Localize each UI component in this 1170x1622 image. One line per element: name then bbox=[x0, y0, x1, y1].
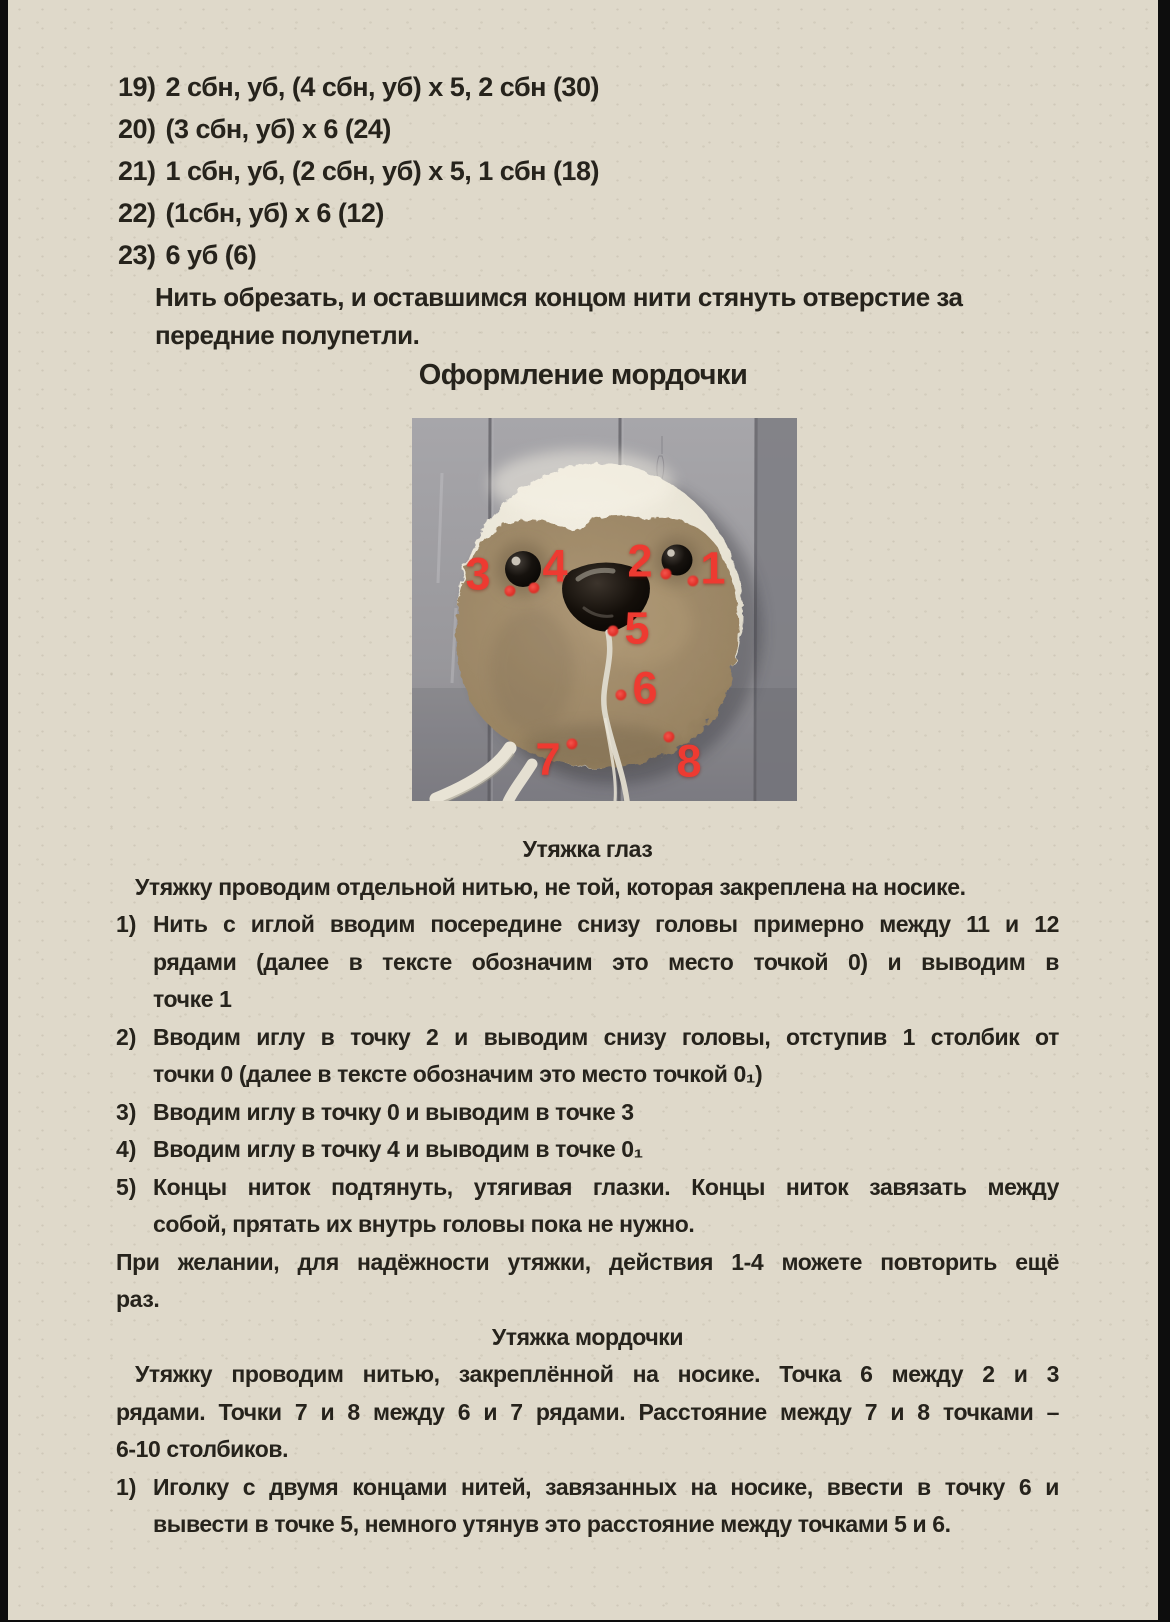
row-20 bbox=[8, 108, 1158, 150]
step-line: Вводим иглу в точку 0 и выводим в точке 3 bbox=[153, 1098, 634, 1125]
finish-paragraph bbox=[8, 278, 1158, 354]
left-eye-highlight bbox=[512, 557, 521, 566]
step-line: собой, прятать их внутрь головы пока не нужно. bbox=[153, 1211, 695, 1237]
point-label-2: 2 bbox=[627, 535, 653, 587]
step-number: 1) bbox=[116, 1473, 137, 1500]
eyes-step-3 bbox=[116, 1094, 1059, 1132]
point-label-5: 5 bbox=[624, 602, 650, 654]
step-line: точки 0 (далее в тексте обозначим это место точкой 0₁) bbox=[153, 1061, 763, 1087]
muzzle-step-1 bbox=[116, 1469, 1059, 1544]
row-number: 22) bbox=[118, 198, 156, 228]
forehead-highlight bbox=[490, 450, 674, 518]
stitch-dot bbox=[664, 732, 675, 743]
point-label-3: 3 bbox=[465, 548, 491, 600]
eyes-note-line: раз. bbox=[116, 1286, 160, 1312]
document-page bbox=[8, 0, 1158, 1620]
paragraph-line: передние полупетли. bbox=[155, 320, 420, 350]
stitch-dot bbox=[608, 626, 619, 637]
point-label-1: 1 bbox=[700, 542, 726, 594]
stitch-dot bbox=[688, 576, 699, 587]
stitch-dot bbox=[567, 739, 578, 750]
step-line: Вводим иглу в точку 2 и выводим снизу головы, отступив 1 столбик от bbox=[153, 1023, 1059, 1050]
row-number: 21) bbox=[118, 156, 156, 186]
eyes-step-2 bbox=[116, 1019, 1059, 1094]
page-title: Оформление мордочки bbox=[418, 359, 748, 391]
point-label-7: 7 bbox=[535, 733, 561, 785]
muzzle-shading bbox=[490, 608, 574, 732]
eyes-step-5 bbox=[116, 1169, 1059, 1244]
row-number: 23) bbox=[118, 240, 156, 270]
row-22 bbox=[8, 192, 1158, 234]
step-number: 1) bbox=[116, 911, 137, 937]
step-number: 3) bbox=[116, 1098, 137, 1125]
eyes-intro: Утяжку проводим отдельной нитью, не той, которая закреплена на носике. bbox=[135, 873, 966, 900]
step-number: 5) bbox=[116, 1173, 137, 1200]
row-text: 1 сбн, уб, (2 сбн, уб) х 5, 1 сбн (18) bbox=[165, 156, 599, 186]
row-text: 2 сбн, уб, (4 сбн, уб) х 5, 2 сбн (30) bbox=[165, 72, 599, 102]
photo-illustration bbox=[412, 418, 797, 801]
step-line: вывести в точке 5, немного утянув это расстояние между точками 5 и 6. bbox=[153, 1511, 951, 1537]
step-line: точке 1 bbox=[153, 986, 232, 1012]
row-number: 20) bbox=[118, 114, 156, 144]
sloth-face-photo bbox=[412, 418, 797, 801]
step-line: рядами (далее в тексте обозначим это место точкой 0) и выводим в bbox=[153, 948, 1059, 975]
step-line: Концы ниток подтянуть, утягивая глазки. Концы ниток завязать между bbox=[153, 1173, 1059, 1200]
step-line: Вводим иглу в точку 4 и выводим в точке 0₁ bbox=[153, 1136, 643, 1162]
row-23 bbox=[8, 234, 1158, 276]
eyes-step-1 bbox=[116, 906, 1059, 1019]
stitch-dot bbox=[529, 583, 540, 594]
step-number: 2) bbox=[116, 1023, 137, 1050]
stitch-dot bbox=[505, 586, 516, 597]
paragraph-line: Нить обрезать, и оставшимся концом нити стянуть отверстие за bbox=[155, 282, 963, 312]
eyes-note-line: При желании, для надёжности утяжки, действия 1-4 можете повторить ещё bbox=[116, 1248, 1059, 1275]
muzzle-intro-line: 6-10 столбиков. bbox=[116, 1436, 289, 1462]
step-line: Иголку с двумя концами нитей, завязанных на носике, ввести в точку 6 и bbox=[153, 1473, 1059, 1500]
right-eye-highlight bbox=[667, 549, 675, 557]
step-number: 4) bbox=[116, 1136, 137, 1162]
rows-19-23-block bbox=[8, 66, 1158, 395]
row-text: (3 сбн, уб) х 6 (24) bbox=[165, 114, 391, 144]
stitch-dot bbox=[661, 569, 672, 580]
instructions-block bbox=[116, 831, 1059, 1544]
point-label-6: 6 bbox=[632, 662, 658, 714]
muzzle-intro-line: рядами. Точки 7 и 8 между 6 и 7 рядами. Расстояние между 7 и 8 точками – bbox=[116, 1398, 1059, 1425]
eyes-step-4 bbox=[116, 1131, 1059, 1169]
step-line: Нить с иглой вводим посередине снизу головы примерно между 11 и 12 bbox=[153, 911, 1059, 937]
row-text: (1сбн, уб) х 6 (12) bbox=[165, 198, 384, 228]
point-label-4: 4 bbox=[542, 540, 568, 592]
section-title-muzzle: Утяжка мордочки bbox=[491, 1323, 684, 1350]
left-eye bbox=[505, 551, 541, 587]
row-number: 19) bbox=[118, 72, 156, 102]
row-text: 6 уб (6) bbox=[165, 240, 257, 270]
muzzle-intro-line: Утяжку проводим нитью, закреплённой на носике. Точка 6 между 2 и 3 bbox=[135, 1361, 1059, 1387]
row-19 bbox=[8, 66, 1158, 108]
point-label-8: 8 bbox=[676, 735, 702, 787]
row-21 bbox=[8, 150, 1158, 192]
section-title-eyes: Утяжка глаз bbox=[522, 836, 653, 862]
stitch-dot bbox=[616, 690, 627, 701]
